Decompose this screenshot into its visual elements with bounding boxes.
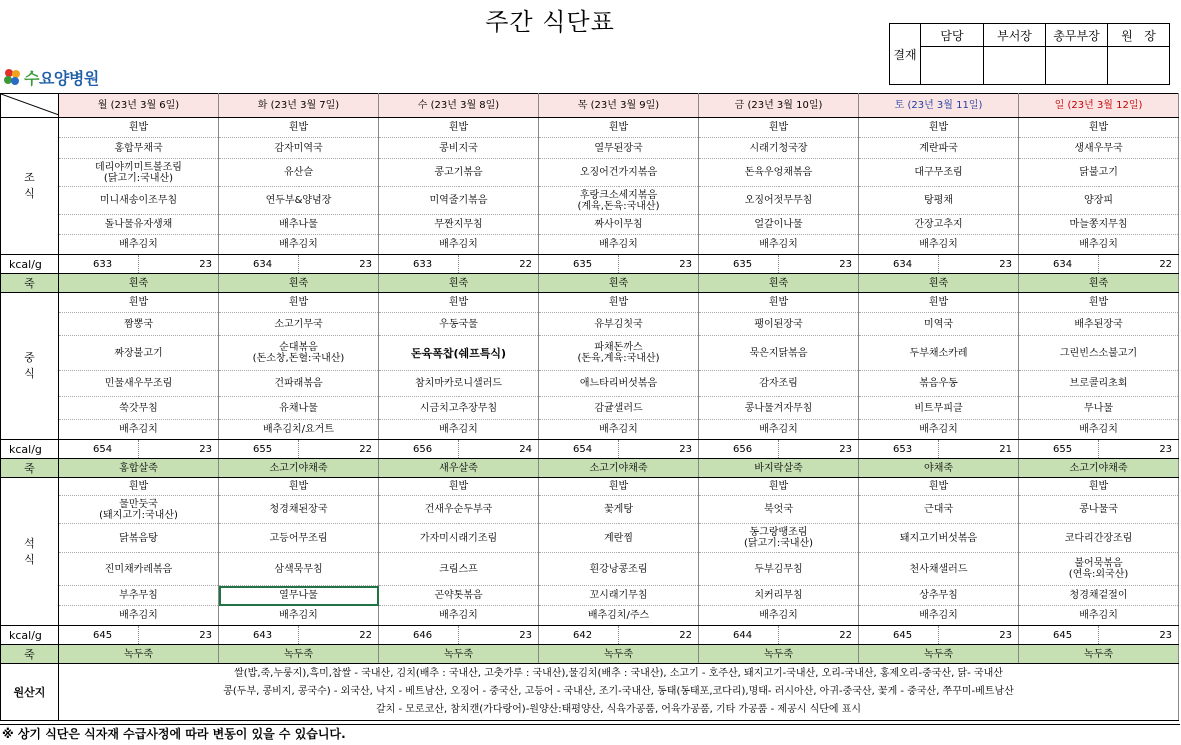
dish-cell[interactable]: 배추김치: [1019, 606, 1179, 626]
dish-cell[interactable]: 흰밥: [539, 118, 699, 138]
dish-cell[interactable]: 후랑크소세지볶음 (계육,돈육:국내산): [539, 187, 699, 215]
page-title: 주간 식단표: [485, 8, 615, 36]
day-header-row: [1, 94, 1179, 118]
dish-cell[interactable]: 비트무피클: [859, 397, 1019, 420]
kcal-value[interactable]: 655: [219, 440, 299, 459]
dish-cell[interactable]: 돼지고기버섯볶음: [859, 524, 1019, 553]
dish-cell[interactable]: 상추무침: [859, 586, 1019, 606]
dish-cell[interactable]: 흰밥: [219, 293, 379, 313]
dish-cell[interactable]: 생새우무국: [1019, 138, 1179, 159]
kcal-label: kcal/g: [1, 626, 59, 645]
dish-cell[interactable]: 배추김치/요거트: [219, 420, 379, 440]
kcal-value[interactable]: 646: [379, 626, 459, 645]
porridge-cell[interactable]: 녹두죽: [699, 645, 859, 664]
dish-cell[interactable]: 흰밥: [859, 118, 1019, 138]
dish-row: [1, 586, 1179, 606]
kcal-value[interactable]: 634: [219, 255, 299, 274]
kcal-value[interactable]: 643: [219, 626, 299, 645]
dish-cell[interactable]: 흰밥: [379, 118, 539, 138]
dish-cell[interactable]: 열무나물: [219, 586, 379, 606]
dish-cell[interactable]: 배추김치: [859, 606, 1019, 626]
approval-sign-director[interactable]: [1108, 47, 1170, 85]
dish-cell[interactable]: 콩비지국: [379, 138, 539, 159]
dish-cell[interactable]: 흰밥: [539, 478, 699, 496]
dish-cell[interactable]: 고등어무조림: [219, 524, 379, 553]
protein-value[interactable]: 23: [299, 255, 379, 274]
dish-cell[interactable]: 꼬시래기무침: [539, 586, 699, 606]
dish-cell[interactable]: 배추김치: [699, 235, 859, 255]
kcal-value[interactable]: 654: [539, 440, 619, 459]
dish-cell[interactable]: 짜장불고기: [59, 336, 219, 371]
porridge-cell[interactable]: 흰죽: [59, 274, 219, 293]
dish-cell[interactable]: 흰밥: [1019, 293, 1179, 313]
dish-cell[interactable]: 오징어젓무무침: [699, 187, 859, 215]
kcal-row: [1, 255, 1179, 274]
kcal-value[interactable]: 633: [59, 255, 139, 274]
dish-cell[interactable]: 천사채샐러드: [859, 553, 1019, 586]
dish-cell[interactable]: 소고기무국: [219, 313, 379, 336]
dish-cell[interactable]: 배추김치: [859, 235, 1019, 255]
protein-value[interactable]: 23: [139, 626, 219, 645]
dish-row: [1, 235, 1179, 255]
day-header: 화 (23년 3월 7일): [219, 94, 379, 118]
dish-cell[interactable]: 흰밥: [699, 293, 859, 313]
protein-value[interactable]: 23: [619, 440, 699, 459]
dish-cell[interactable]: 배추김치: [379, 420, 539, 440]
dish-cell[interactable]: 흰강낭콩조림: [539, 553, 699, 586]
dish-cell[interactable]: 돈육폭찹(쉐프특식): [379, 336, 539, 371]
protein-value[interactable]: 22: [779, 626, 859, 645]
approval-label: 결재: [890, 24, 921, 85]
dish-cell[interactable]: 데리야끼미트볼조림 (닭고기:국내산): [59, 159, 219, 187]
kcal-value[interactable]: 633: [379, 255, 459, 274]
protein-value[interactable]: 23: [779, 440, 859, 459]
kcal-value[interactable]: 655: [1019, 440, 1099, 459]
kcal-value[interactable]: 634: [859, 255, 939, 274]
approval-role-staff: 담당: [921, 24, 984, 47]
kcal-value[interactable]: 642: [539, 626, 619, 645]
dish-cell[interactable]: 코다리간장조림: [1019, 524, 1179, 553]
dish-cell[interactable]: 양장피: [1019, 187, 1179, 215]
origin-text: [59, 664, 1179, 721]
porridge-cell[interactable]: 흰죽: [379, 274, 539, 293]
dish-cell[interactable]: 배추된장국: [1019, 313, 1179, 336]
dish-cell[interactable]: 미니새송이조무침: [59, 187, 219, 215]
dish-cell[interactable]: 흰밥: [1019, 118, 1179, 138]
dish-cell[interactable]: 배추김치: [59, 235, 219, 255]
protein-value[interactable]: 23: [779, 255, 859, 274]
dish-cell[interactable]: 배추나물: [219, 215, 379, 235]
dish-row: [1, 553, 1179, 586]
dish-cell[interactable]: 돌나물유자생채: [59, 215, 219, 235]
kcal-label: kcal/g: [1, 440, 59, 459]
dish-row: [1, 524, 1179, 553]
day-header: 토 (23년 3월 11일): [859, 94, 1019, 118]
kcal-value[interactable]: 634: [1019, 255, 1099, 274]
dish-cell[interactable]: 미역국: [859, 313, 1019, 336]
dish-cell[interactable]: 두부채소카레: [859, 336, 1019, 371]
dish-cell[interactable]: 배추김치/주스: [539, 606, 699, 626]
origin-line: 쌀(밥,죽,누룽지),흑미,찹쌀 - 국내산, 김치(배추 : 국내산, 고춧가루 : 국내산),물김치(배추 : 국내산), 소고기 - 호주산, 돼지고기-국내산, 오리-국내산, 홍제오리-중국산, 닭- 국내산: [234, 668, 1003, 679]
dish-row: [1, 159, 1179, 187]
kcal-value[interactable]: 644: [699, 626, 779, 645]
protein-value[interactable]: 22: [619, 626, 699, 645]
dish-cell[interactable]: 묵은지닭볶음: [699, 336, 859, 371]
dish-cell[interactable]: 감자조림: [699, 371, 859, 397]
protein-value[interactable]: 22: [459, 255, 539, 274]
dish-cell[interactable]: 민물새우무조림: [59, 371, 219, 397]
dish-cell[interactable]: 흰밥: [59, 118, 219, 138]
dish-cell[interactable]: 불어묵볶음 (연육:외국산): [1019, 553, 1179, 586]
weekly-menu-table: [0, 93, 1179, 721]
dish-cell[interactable]: 쑥갓무침: [59, 397, 219, 420]
dish-cell[interactable]: 얼갈이나물: [699, 215, 859, 235]
dish-cell[interactable]: 콩고기볶음: [379, 159, 539, 187]
dish-cell[interactable]: 계란파국: [859, 138, 1019, 159]
dish-cell[interactable]: 흰밥: [859, 478, 1019, 496]
dish-row: [1, 215, 1179, 235]
dish-cell[interactable]: 탕평채: [859, 187, 1019, 215]
dish-cell[interactable]: 그린빈스소불고기: [1019, 336, 1179, 371]
dish-row: [1, 313, 1179, 336]
dish-cell[interactable]: 순대볶음 (돈소창,돈혈:국내산): [219, 336, 379, 371]
dish-row: [1, 336, 1179, 371]
porridge-cell[interactable]: 녹두죽: [859, 645, 1019, 664]
dish-cell[interactable]: 부추무침: [59, 586, 219, 606]
kcal-value[interactable]: 635: [699, 255, 779, 274]
approval-sign-general-manager[interactable]: [1046, 47, 1108, 85]
dish-cell[interactable]: 배추김치: [59, 420, 219, 440]
flower-logo-icon: [2, 67, 22, 87]
dish-cell[interactable]: 짜사이무침: [539, 215, 699, 235]
porridge-cell[interactable]: 흰죽: [859, 274, 1019, 293]
dish-cell[interactable]: 콩나물국: [1019, 496, 1179, 524]
dish-cell[interactable]: 삼색묵무침: [219, 553, 379, 586]
porridge-cell[interactable]: 야채죽: [859, 459, 1019, 478]
dish-cell[interactable]: 배추김치: [539, 420, 699, 440]
dish-row: [1, 496, 1179, 524]
dish-cell[interactable]: 배추김치: [1019, 235, 1179, 255]
approval-role-director: 원 장: [1108, 24, 1170, 47]
dish-cell[interactable]: 연두부&양념장: [219, 187, 379, 215]
dish-cell[interactable]: 배추김치: [379, 235, 539, 255]
meal-label: 조 식: [1, 118, 59, 255]
dish-cell[interactable]: 흰밥: [859, 293, 1019, 313]
protein-value[interactable]: 21: [939, 440, 1019, 459]
dish-cell[interactable]: 무나물: [1019, 397, 1179, 420]
porridge-cell[interactable]: 흰죽: [1019, 274, 1179, 293]
dish-cell[interactable]: 짬뽕국: [59, 313, 219, 336]
dish-cell[interactable]: 근대국: [859, 496, 1019, 524]
protein-value[interactable]: 23: [459, 626, 539, 645]
protein-value[interactable]: 23: [1099, 626, 1179, 645]
dish-cell[interactable]: 배추김치: [859, 420, 1019, 440]
dish-cell[interactable]: 유채나물: [219, 397, 379, 420]
dish-row: [1, 118, 1179, 138]
dish-cell[interactable]: 북엇국: [699, 496, 859, 524]
porridge-cell[interactable]: 홍합살죽: [59, 459, 219, 478]
kcal-label: kcal/g: [1, 255, 59, 274]
day-header: 수 (23년 3월 8일): [379, 94, 539, 118]
origin-label: 원산지: [1, 664, 59, 721]
dish-cell[interactable]: 치커리무침: [699, 586, 859, 606]
porridge-cell[interactable]: 녹두죽: [379, 645, 539, 664]
protein-value[interactable]: 23: [619, 255, 699, 274]
porridge-cell[interactable]: 흰죽: [539, 274, 699, 293]
kcal-row: [1, 626, 1179, 645]
porridge-label: 죽: [1, 645, 59, 664]
dish-cell[interactable]: 파채돈까스 (돈육,계육:국내산): [539, 336, 699, 371]
dish-cell[interactable]: 흰밥: [219, 118, 379, 138]
dish-cell[interactable]: 돈육우엉채볶음: [699, 159, 859, 187]
porridge-cell[interactable]: 흰죽: [699, 274, 859, 293]
dish-cell[interactable]: 물만둣국 (돼지고기:국내산): [59, 496, 219, 524]
porridge-cell[interactable]: 녹두죽: [539, 645, 699, 664]
dish-cell[interactable]: 흰밥: [699, 478, 859, 496]
porridge-cell[interactable]: 소고기야채죽: [219, 459, 379, 478]
porridge-row: [1, 274, 1179, 293]
dish-cell[interactable]: 우동국물: [379, 313, 539, 336]
meal-label: 석 식: [1, 478, 59, 626]
dish-cell[interactable]: 애느타리버섯볶음: [539, 371, 699, 397]
dish-cell[interactable]: 유산슬: [219, 159, 379, 187]
porridge-cell[interactable]: 녹두죽: [59, 645, 219, 664]
day-header: 월 (23년 3월 6일): [59, 94, 219, 118]
dish-cell[interactable]: 볶음우동: [859, 371, 1019, 397]
dish-cell[interactable]: 대구무조림: [859, 159, 1019, 187]
dish-cell[interactable]: 흰밥: [1019, 478, 1179, 496]
day-header: 일 (23년 3월 12일): [1019, 94, 1179, 118]
hospital-logo: [2, 64, 99, 90]
dish-cell[interactable]: 흰밥: [59, 293, 219, 313]
porridge-label: 죽: [1, 459, 59, 478]
dish-cell[interactable]: 흰밥: [379, 478, 539, 496]
protein-value[interactable]: 23: [139, 255, 219, 274]
porridge-cell[interactable]: 녹두죽: [219, 645, 379, 664]
kcal-value[interactable]: 653: [859, 440, 939, 459]
kcal-value[interactable]: 654: [59, 440, 139, 459]
protein-value[interactable]: 22: [299, 440, 379, 459]
dish-cell[interactable]: 배추김치: [379, 606, 539, 626]
kcal-value[interactable]: 645: [1019, 626, 1099, 645]
origin-row: [1, 664, 1179, 721]
logo-text-rest: 요양병원: [38, 68, 99, 88]
protein-value[interactable]: 22: [299, 626, 379, 645]
dish-cell[interactable]: 배추김치: [59, 606, 219, 626]
corner-cell: [1, 94, 59, 118]
porridge-cell[interactable]: 소고기야채죽: [539, 459, 699, 478]
dish-cell[interactable]: 참치마카로니샐러드: [379, 371, 539, 397]
protein-value[interactable]: 23: [1099, 440, 1179, 459]
dish-cell[interactable]: 배추김치: [699, 420, 859, 440]
dish-cell[interactable]: 마늘쫑지무침: [1019, 215, 1179, 235]
dish-cell[interactable]: 감귤샐러드: [539, 397, 699, 420]
dish-cell[interactable]: 콩나물겨자무침: [699, 397, 859, 420]
dish-cell[interactable]: 시금치고추장무침: [379, 397, 539, 420]
dish-cell[interactable]: 꽃게탕: [539, 496, 699, 524]
dish-cell[interactable]: 동그랑땡조림 (닭고기:국내산): [699, 524, 859, 553]
kcal-row: [1, 440, 1179, 459]
dish-cell[interactable]: 무짠지무침: [379, 215, 539, 235]
dish-row: [1, 138, 1179, 159]
porridge-cell[interactable]: 바지락살죽: [699, 459, 859, 478]
protein-value[interactable]: 23: [939, 626, 1019, 645]
approval-box: [889, 23, 1170, 85]
dish-row: [1, 606, 1179, 626]
kcal-value[interactable]: 656: [379, 440, 459, 459]
dish-cell[interactable]: 홍합무채국: [59, 138, 219, 159]
dish-cell[interactable]: 흰밥: [219, 478, 379, 496]
dish-cell[interactable]: 열무된장국: [539, 138, 699, 159]
dish-cell[interactable]: 곤약톳볶음: [379, 586, 539, 606]
porridge-cell[interactable]: 소고기야채죽: [1019, 459, 1179, 478]
dish-row: [1, 187, 1179, 215]
porridge-cell[interactable]: 새우살죽: [379, 459, 539, 478]
dish-row: [1, 478, 1179, 496]
protein-value[interactable]: 23: [939, 255, 1019, 274]
dish-cell[interactable]: 흰밥: [379, 293, 539, 313]
dish-cell[interactable]: 흰밥: [699, 118, 859, 138]
logo-text-first: 수: [24, 68, 39, 88]
dish-row: [1, 397, 1179, 420]
dish-cell[interactable]: 청경채겉절이: [1019, 586, 1179, 606]
dish-row: [1, 371, 1179, 397]
day-header: 금 (23년 3월 10일): [699, 94, 859, 118]
origin-line: 콩(두부, 콩비지, 콩국수) - 외국산, 낙지 - 베트남산, 오징어 - 중국산, 고등어 - 국내산, 조기-국내산, 동태(동태포,코다리),명태- 러시아산, 아귀-중국산, 꽃게 - 중국산, 쭈꾸미-베트남산: [223, 686, 1014, 697]
dish-cell[interactable]: 배추김치: [1019, 420, 1179, 440]
kcal-value[interactable]: 645: [859, 626, 939, 645]
porridge-label: 죽: [1, 274, 59, 293]
approval-role-dept-head: 부서장: [984, 24, 1046, 47]
kcal-value[interactable]: 645: [59, 626, 139, 645]
dish-cell[interactable]: 계란찜: [539, 524, 699, 553]
approval-sign-dept-head[interactable]: [984, 47, 1046, 85]
dish-cell[interactable]: 미역줄기볶음: [379, 187, 539, 215]
kcal-value[interactable]: 656: [699, 440, 779, 459]
approval-sign-staff[interactable]: [921, 47, 984, 85]
dish-row: [1, 420, 1179, 440]
meal-label: 중 식: [1, 293, 59, 440]
dish-cell[interactable]: 팽이된장국: [699, 313, 859, 336]
day-header: 목 (23년 3월 9일): [539, 94, 699, 118]
dish-cell[interactable]: 배추김치: [219, 235, 379, 255]
dish-cell[interactable]: 배추김치: [699, 606, 859, 626]
dish-cell[interactable]: 흰밥: [59, 478, 219, 496]
protein-value[interactable]: 22: [1099, 255, 1179, 274]
dish-cell[interactable]: 진미채카레볶음: [59, 553, 219, 586]
dish-cell[interactable]: 시래기청국장: [699, 138, 859, 159]
diagonal-line: [1, 94, 59, 115]
dish-cell[interactable]: 닭볶음탕: [59, 524, 219, 553]
dish-cell[interactable]: 닭불고기: [1019, 159, 1179, 187]
dish-cell[interactable]: 흰밥: [539, 293, 699, 313]
dish-cell[interactable]: 건파래볶음: [219, 371, 379, 397]
dish-cell[interactable]: 브로콜리초회: [1019, 371, 1179, 397]
porridge-cell[interactable]: 흰죽: [219, 274, 379, 293]
dish-cell[interactable]: 유부김칫국: [539, 313, 699, 336]
porridge-cell[interactable]: 녹두죽: [1019, 645, 1179, 664]
porridge-row: [1, 645, 1179, 664]
approval-role-general-manager: 총무부장: [1046, 24, 1108, 47]
porridge-row: [1, 459, 1179, 478]
origin-line: 갈치 - 모로코산, 참치캔(가다랑어)-원양산:태평양산, 식육가공품, 어육가공품, 기타 가공품 - 제공시 식단에 표시: [375, 704, 862, 715]
dish-cell[interactable]: 두부김무침: [699, 553, 859, 586]
dish-cell[interactable]: 간장고추지: [859, 215, 1019, 235]
dish-cell[interactable]: 청경채된장국: [219, 496, 379, 524]
protein-value[interactable]: 24: [459, 440, 539, 459]
dish-cell[interactable]: 크림스프: [379, 553, 539, 586]
protein-value[interactable]: 23: [139, 440, 219, 459]
dish-cell[interactable]: 오징어건가지볶음: [539, 159, 699, 187]
dish-cell[interactable]: 건새우순두부국: [379, 496, 539, 524]
kcal-value[interactable]: 635: [539, 255, 619, 274]
dish-cell[interactable]: 감자미역국: [219, 138, 379, 159]
notice-text: ※ 상기 식단은 식자재 수급사정에 따라 변동이 있을 수 있습니다.: [0, 724, 1180, 745]
dish-cell[interactable]: 배추김치: [219, 606, 379, 626]
dish-cell[interactable]: 가자미시래기조림: [379, 524, 539, 553]
dish-row: [1, 293, 1179, 313]
dish-cell[interactable]: 배추김치: [539, 235, 699, 255]
